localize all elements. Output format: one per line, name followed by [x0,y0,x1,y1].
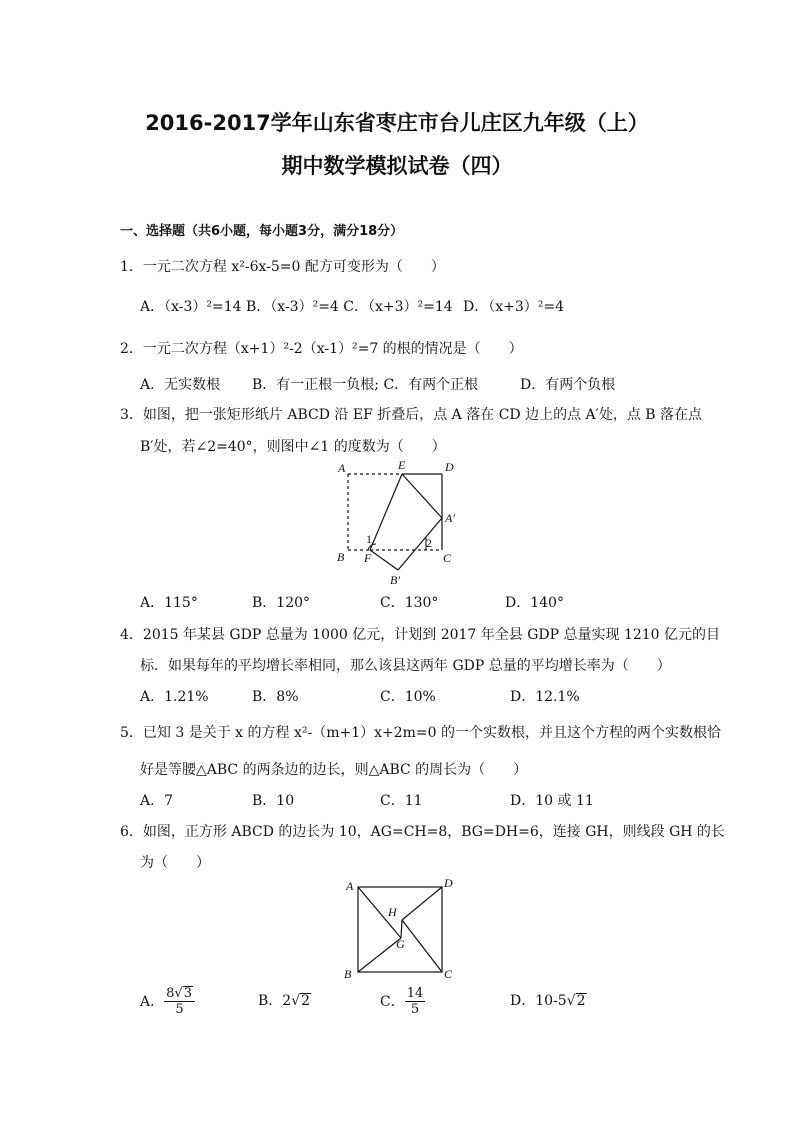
option-a-coefficient: 8 [166,985,175,1001]
option-d-prefix: D．10-5 [510,993,567,1009]
question-6-option-a [140,982,195,1020]
question-2-option-d: D．有两个负根 [520,377,616,393]
question-2-stem: 2．一元二次方程（x+1）²-2（x-1）²=7 的根的情况是（ ） [120,341,523,357]
section-heading: 一、选择题（共6小题，每小题3分，满分18分） [120,224,404,239]
question-5-line2: 好是等腰△ABC 的两条边的边长，则△ABC 的周长为（ ） [140,762,528,778]
question-5-option-a: A．7 [140,793,174,809]
edge-ea-prime [402,474,442,518]
option-b-prefix: B．2 [258,993,292,1009]
label-d: D [445,460,454,474]
label-a: A [338,461,346,475]
radical-sign-icon: √ [566,993,576,1009]
label-a: A [346,879,354,893]
option-a-prefix: A． [140,994,165,1010]
segment-ch [402,920,442,972]
label-c: C [444,967,453,980]
page-title-line1: 2016-2017学年山东省枣庄市台儿庄区九年级（上） [145,111,649,135]
option-c-numerator: 14 [406,985,424,1001]
label-e: E [398,458,406,472]
segment-dh [402,887,442,920]
option-c-prefix: C． [380,994,405,1010]
option-b-radicand: 2 [301,993,311,1009]
question-4-line2: 标．如果每年的平均增长率相同，那么该县这两年 GDP 总量的平均增长率为（ ） [140,658,671,674]
option-a-denominator: 5 [175,1001,184,1017]
label-d: D [444,876,453,890]
question-1-stem: 1．一元二次方程 x²-6x-5=0 配方可变形为（ ） [120,259,445,275]
question-6-option-c [380,982,425,1020]
question-1-option-d: D．（x+3）²=4 [463,299,565,315]
question-6-option-b [258,990,311,1010]
option-d-radicand: 2 [576,993,586,1009]
question-5-option-c: C．11 [380,793,423,809]
segment-bg [358,938,401,972]
crease-ef [370,474,402,550]
question-3-figure [330,458,470,590]
label-b: B [344,967,352,980]
question-3-option-d: D．140° [505,595,564,611]
question-4-option-c: C．10% [380,689,436,705]
label-angle-2: 2 [426,536,432,550]
question-3-option-a: A．115° [140,595,198,611]
question-5-option-b: B．10 [252,793,295,809]
segment-gh [401,920,402,938]
question-1-options: A．（x-3）²=14 B．（x-3）²=4 C．（x+3）²=14 [140,299,453,315]
question-6-line1: 6．如图，正方形 ABCD 的边长为 10，AG=CH=8，BG=DH=6，连接 GH，则线段 GH 的长 [120,824,725,840]
question-5-line1: 5．已知 3 是关于 x 的方程 x²-（m+1）x+2m=0 的一个实数根，并且这个方程的两个实数根恰 [120,725,722,741]
radical-sign-icon: √ [291,993,301,1009]
option-a-fraction [164,986,195,1017]
question-6-line2: 为（ ） [140,855,210,871]
edge-fb-prime [370,550,398,570]
option-a-radicand: 3 [183,985,192,1001]
question-4-option-a: A．1.21% [140,689,209,705]
square-abcd [358,887,442,972]
label-h: H [388,905,397,919]
label-a-prime: A′ [445,511,455,525]
question-6-option-d [510,990,587,1010]
question-3-option-c: C．130° [380,595,439,611]
question-3-line2: B′处，若∠2=40°，则图中∠1 的度数为（ ） [140,439,446,455]
option-c-denominator: 5 [410,1001,420,1017]
question-3-option-b: B．120° [252,595,311,611]
label-c: C [443,551,452,565]
question-3-line1: 3．如图，把一张矩形纸片 ABCD 沿 EF 折叠后，点 A 落在 CD 边上的点 A′处，点 B 落在点 [120,407,703,423]
question-2-option-a: A．无实数根 [140,377,221,393]
question-4-option-d: D．12.1% [510,689,580,705]
question-4-option-b: B．8% [252,689,299,705]
question-2-option-bc: B．有一正根一负根; C．有两个正根 [252,377,479,393]
question-6-figure [340,874,460,980]
question-4-line1: 4．2015 年某县 GDP 总量为 1000 亿元，计划到 2017 年全县 GDP 总量实现 1210 亿元的目 [120,627,721,643]
label-angle-1: 1 [366,532,372,546]
question-5-option-d: D．10 或 11 [510,793,594,809]
label-b: B [337,550,345,564]
option-c-fraction [405,986,426,1017]
label-b-prime: B′ [390,573,400,587]
radical-sign-icon: √ [174,985,183,1001]
page-title-line2: 期中数学模拟试卷（四） [281,154,513,178]
edge-a-prime-b-prime [398,518,442,570]
label-f: F [364,551,372,565]
label-g: G [396,937,405,951]
